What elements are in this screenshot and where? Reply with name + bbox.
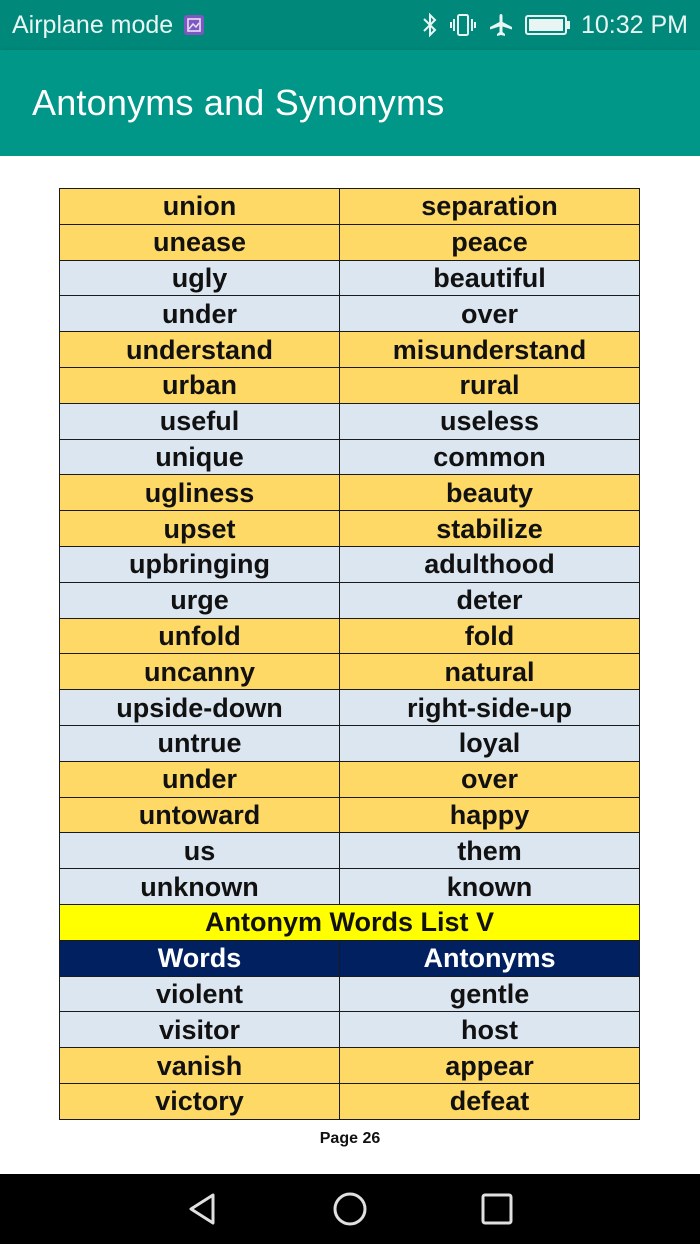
status-bar (0, 0, 700, 50)
image-icon (183, 14, 205, 36)
table-row (60, 797, 640, 833)
antonym-cell: separation (340, 189, 640, 225)
word-cell: unfold (60, 618, 340, 654)
table-row (60, 475, 640, 511)
antonym-cell: over (340, 761, 640, 797)
word-cell: urge (60, 582, 340, 618)
table-row (60, 189, 640, 225)
word-cell: us (60, 833, 340, 869)
antonym-table-body (60, 189, 640, 1120)
table-row (60, 260, 640, 296)
word-cell: untoward (60, 797, 340, 833)
word-cell: under (60, 761, 340, 797)
antonym-cell: loyal (340, 725, 640, 761)
antonym-cell: right-side-up (340, 690, 640, 726)
word-cell: ugliness (60, 475, 340, 511)
back-icon (185, 1191, 221, 1227)
antonym-cell: them (340, 833, 640, 869)
section-title: Antonym Words List V (60, 904, 640, 940)
table-row (60, 761, 640, 797)
word-cell: upside-down (60, 690, 340, 726)
page-number: Page 26 (319, 1130, 381, 1147)
word-cell: unique (60, 439, 340, 475)
table-row (60, 403, 640, 439)
table-row (60, 439, 640, 475)
table-row (60, 869, 640, 905)
airplane-mode-label: Airplane mode (12, 10, 174, 39)
word-cell: useful (60, 403, 340, 439)
word-cell: victory (60, 1083, 340, 1119)
word-cell: urban (60, 367, 340, 403)
vibrate-icon (449, 12, 477, 38)
section-title-row (60, 904, 640, 940)
table-row (60, 1012, 640, 1048)
clock: 10:32 PM (580, 10, 688, 39)
antonym-cell: gentle (340, 976, 640, 1012)
table-row (60, 690, 640, 726)
table-row (60, 725, 640, 761)
app-bar (0, 50, 700, 156)
word-cell: union (60, 189, 340, 225)
app-title: Antonyms and Synonyms (32, 82, 445, 123)
word-cell: visitor (60, 1012, 340, 1048)
status-left (12, 11, 205, 40)
table-header-row (60, 940, 640, 976)
table-row (60, 511, 640, 547)
word-cell: uncanny (60, 654, 340, 690)
page-content[interactable] (0, 156, 700, 1174)
table-row (60, 546, 640, 582)
table-row (60, 833, 640, 869)
word-cell: vanish (60, 1048, 340, 1084)
table-row (60, 332, 640, 368)
navigation-bar (0, 1174, 700, 1244)
word-cell: understand (60, 332, 340, 368)
recents-button[interactable] (477, 1189, 517, 1229)
antonym-cell: appear (340, 1048, 640, 1084)
airplane-icon (487, 12, 515, 38)
home-icon (331, 1190, 369, 1228)
word-cell: ugly (60, 260, 340, 296)
antonym-cell: host (340, 1012, 640, 1048)
antonym-cell: useless (340, 403, 640, 439)
word-cell: upset (60, 511, 340, 547)
antonym-cell: fold (340, 618, 640, 654)
antonym-cell: natural (340, 654, 640, 690)
battery-icon (525, 13, 571, 37)
antonym-cell: beauty (340, 475, 640, 511)
word-cell: unease (60, 224, 340, 260)
antonym-cell: misunderstand (340, 332, 640, 368)
word-cell: under (60, 296, 340, 332)
word-cell: upbringing (60, 546, 340, 582)
word-cell: unknown (60, 869, 340, 905)
table-row (60, 1083, 640, 1119)
table-row (60, 296, 640, 332)
antonym-cell: adulthood (340, 546, 640, 582)
antonym-cell: beautiful (340, 260, 640, 296)
antonym-cell: known (340, 869, 640, 905)
table-row (60, 1048, 640, 1084)
antonym-table (59, 188, 640, 1120)
antonym-cell: Antonyms (340, 940, 640, 976)
home-button[interactable] (330, 1189, 370, 1229)
antonym-cell: rural (340, 367, 640, 403)
word-cell: Words (60, 940, 340, 976)
word-cell: untrue (60, 725, 340, 761)
antonym-cell: happy (340, 797, 640, 833)
recents-icon (480, 1192, 514, 1226)
table-row (60, 976, 640, 1012)
table-row (60, 654, 640, 690)
antonym-cell: over (340, 296, 640, 332)
antonym-cell: common (340, 439, 640, 475)
table-row (60, 224, 640, 260)
table-row (60, 582, 640, 618)
table-row (60, 618, 640, 654)
bluetooth-icon (421, 12, 439, 38)
antonym-cell: peace (340, 224, 640, 260)
antonym-cell: deter (340, 582, 640, 618)
antonym-cell: defeat (340, 1083, 640, 1119)
status-right (421, 11, 688, 40)
word-cell: violent (60, 976, 340, 1012)
antonym-cell: stabilize (340, 511, 640, 547)
table-row (60, 367, 640, 403)
back-button[interactable] (183, 1189, 223, 1229)
